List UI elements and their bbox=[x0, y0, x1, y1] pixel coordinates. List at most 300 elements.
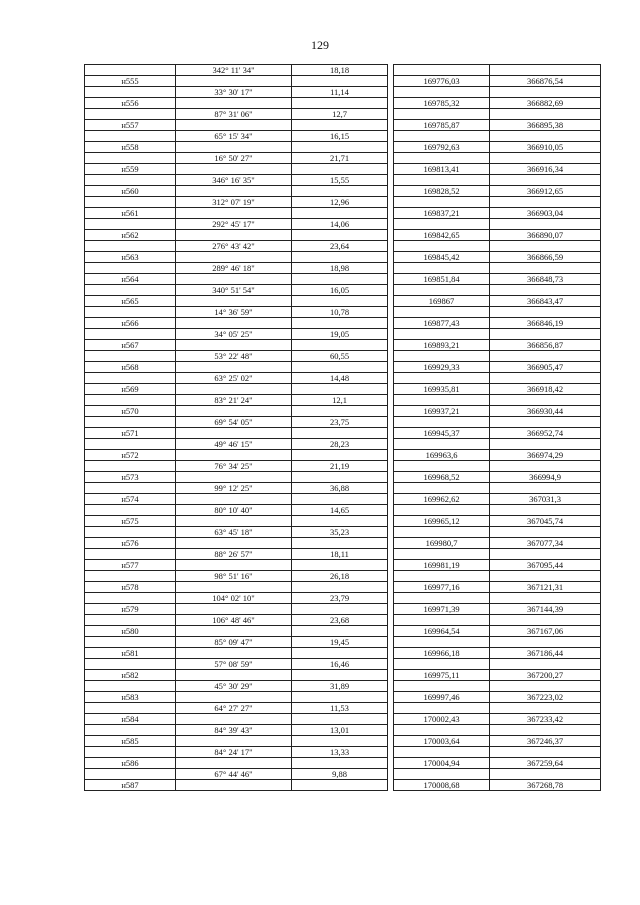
y-coordinate-cell: 367121,31 bbox=[490, 582, 601, 593]
y-coordinate-empty-cell bbox=[490, 175, 601, 186]
point-row bbox=[85, 340, 601, 351]
y-coordinate-cell: 366994,9 bbox=[490, 472, 601, 483]
x-coordinate-empty-cell bbox=[394, 527, 490, 538]
point-name-cell: н581 bbox=[85, 648, 176, 659]
distance-empty-cell bbox=[292, 736, 388, 747]
point-row bbox=[85, 582, 601, 593]
point-name-empty-cell bbox=[85, 417, 176, 428]
y-coordinate-cell: 366952,74 bbox=[490, 428, 601, 439]
point-name-cell: н565 bbox=[85, 296, 176, 307]
distance-empty-cell bbox=[292, 120, 388, 131]
segment-row bbox=[85, 373, 601, 384]
point-row bbox=[85, 318, 601, 329]
x-coordinate-cell: 169845,42 bbox=[394, 252, 490, 263]
direction-angle-empty-cell bbox=[176, 582, 292, 593]
point-name-empty-cell bbox=[85, 659, 176, 670]
point-name-empty-cell bbox=[85, 65, 176, 76]
y-coordinate-empty-cell bbox=[490, 307, 601, 318]
point-row bbox=[85, 758, 601, 769]
point-name-cell: н577 bbox=[85, 560, 176, 571]
direction-angle-cell: 312° 07' 19" bbox=[176, 197, 292, 208]
y-coordinate-empty-cell bbox=[490, 593, 601, 604]
point-name-empty-cell bbox=[85, 461, 176, 472]
y-coordinate-cell: 367077,34 bbox=[490, 538, 601, 549]
point-name-empty-cell bbox=[85, 747, 176, 758]
point-name-cell: н584 bbox=[85, 714, 176, 725]
x-coordinate-cell: 169935,81 bbox=[394, 384, 490, 395]
x-coordinate-empty-cell bbox=[394, 153, 490, 164]
point-row bbox=[85, 296, 601, 307]
point-name-empty-cell bbox=[85, 527, 176, 538]
distance-cell: 23,79 bbox=[292, 593, 388, 604]
direction-angle-cell: 346° 16' 35" bbox=[176, 175, 292, 186]
direction-angle-empty-cell bbox=[176, 296, 292, 307]
x-coordinate-cell: 169828,52 bbox=[394, 186, 490, 197]
x-coordinate-empty-cell bbox=[394, 417, 490, 428]
point-row bbox=[85, 604, 601, 615]
point-name-cell: н563 bbox=[85, 252, 176, 263]
point-name-cell: н578 bbox=[85, 582, 176, 593]
direction-angle-empty-cell bbox=[176, 604, 292, 615]
y-coordinate-empty-cell bbox=[490, 505, 601, 516]
point-row bbox=[85, 780, 601, 791]
distance-empty-cell bbox=[292, 186, 388, 197]
x-coordinate-empty-cell bbox=[394, 285, 490, 296]
distance-empty-cell bbox=[292, 714, 388, 725]
point-name-cell: н587 bbox=[85, 780, 176, 791]
distance-empty-cell bbox=[292, 604, 388, 615]
y-coordinate-empty-cell bbox=[490, 395, 601, 406]
segment-row bbox=[85, 175, 601, 186]
point-row bbox=[85, 186, 601, 197]
y-coordinate-empty-cell bbox=[490, 483, 601, 494]
y-coordinate-cell: 366876,54 bbox=[490, 76, 601, 87]
distance-empty-cell bbox=[292, 560, 388, 571]
point-name-cell: н585 bbox=[85, 736, 176, 747]
direction-angle-cell: 292° 45' 17" bbox=[176, 219, 292, 230]
distance-empty-cell bbox=[292, 472, 388, 483]
direction-angle-cell: 67° 44' 46" bbox=[176, 769, 292, 780]
segment-row bbox=[85, 307, 601, 318]
direction-angle-empty-cell bbox=[176, 362, 292, 373]
distance-empty-cell bbox=[292, 516, 388, 527]
x-coordinate-cell: 169877,43 bbox=[394, 318, 490, 329]
direction-angle-empty-cell bbox=[176, 494, 292, 505]
point-name-cell: н572 bbox=[85, 450, 176, 461]
direction-angle-empty-cell bbox=[176, 76, 292, 87]
distance-cell: 19,45 bbox=[292, 637, 388, 648]
y-coordinate-cell: 366905,47 bbox=[490, 362, 601, 373]
distance-cell: 18,11 bbox=[292, 549, 388, 560]
x-coordinate-cell: 169792,63 bbox=[394, 142, 490, 153]
distance-cell: 14,06 bbox=[292, 219, 388, 230]
point-name-empty-cell bbox=[85, 241, 176, 252]
segment-row bbox=[85, 219, 601, 230]
segment-row bbox=[85, 109, 601, 120]
y-coordinate-empty-cell bbox=[490, 417, 601, 428]
direction-angle-cell: 64° 27' 27" bbox=[176, 703, 292, 714]
x-coordinate-cell: 169893,21 bbox=[394, 340, 490, 351]
direction-angle-cell: 14° 36' 59" bbox=[176, 307, 292, 318]
distance-empty-cell bbox=[292, 758, 388, 769]
point-name-empty-cell bbox=[85, 439, 176, 450]
x-coordinate-cell: 169975,11 bbox=[394, 670, 490, 681]
direction-angle-empty-cell bbox=[176, 186, 292, 197]
direction-angle-cell: 99° 12' 25" bbox=[176, 483, 292, 494]
point-name-empty-cell bbox=[85, 681, 176, 692]
x-coordinate-empty-cell bbox=[394, 263, 490, 274]
direction-angle-cell: 57° 08' 59" bbox=[176, 659, 292, 670]
point-row bbox=[85, 142, 601, 153]
x-coordinate-empty-cell bbox=[394, 461, 490, 472]
distance-empty-cell bbox=[292, 450, 388, 461]
point-name-empty-cell bbox=[85, 769, 176, 780]
x-coordinate-empty-cell bbox=[394, 307, 490, 318]
segment-row bbox=[85, 659, 601, 670]
x-coordinate-cell: 169929,33 bbox=[394, 362, 490, 373]
direction-angle-cell: 83° 21' 24" bbox=[176, 395, 292, 406]
direction-angle-empty-cell bbox=[176, 142, 292, 153]
distance-cell: 13,01 bbox=[292, 725, 388, 736]
distance-empty-cell bbox=[292, 538, 388, 549]
distance-cell: 31,89 bbox=[292, 681, 388, 692]
point-name-cell: н559 bbox=[85, 164, 176, 175]
distance-empty-cell bbox=[292, 582, 388, 593]
x-coordinate-empty-cell bbox=[394, 351, 490, 362]
distance-empty-cell bbox=[292, 340, 388, 351]
distance-empty-cell bbox=[292, 318, 388, 329]
segment-row bbox=[85, 593, 601, 604]
distance-cell: 23,64 bbox=[292, 241, 388, 252]
y-coordinate-cell: 367045,74 bbox=[490, 516, 601, 527]
point-row bbox=[85, 670, 601, 681]
direction-angle-empty-cell bbox=[176, 318, 292, 329]
distance-cell: 13,33 bbox=[292, 747, 388, 758]
distance-cell: 23,68 bbox=[292, 615, 388, 626]
distance-empty-cell bbox=[292, 626, 388, 637]
y-coordinate-cell: 367031,3 bbox=[490, 494, 601, 505]
x-coordinate-empty-cell bbox=[394, 395, 490, 406]
y-coordinate-cell: 367186,44 bbox=[490, 648, 601, 659]
y-coordinate-cell: 366912,65 bbox=[490, 186, 601, 197]
direction-angle-empty-cell bbox=[176, 648, 292, 659]
x-coordinate-cell: 169785,32 bbox=[394, 98, 490, 109]
y-coordinate-empty-cell bbox=[490, 725, 601, 736]
direction-angle-empty-cell bbox=[176, 428, 292, 439]
point-row bbox=[85, 406, 601, 417]
segment-row bbox=[85, 263, 601, 274]
distance-empty-cell bbox=[292, 428, 388, 439]
direction-angle-empty-cell bbox=[176, 208, 292, 219]
direction-angle-empty-cell bbox=[176, 340, 292, 351]
x-coordinate-empty-cell bbox=[394, 659, 490, 670]
distance-cell: 16,46 bbox=[292, 659, 388, 670]
x-coordinate-cell: 169837,21 bbox=[394, 208, 490, 219]
point-name-empty-cell bbox=[85, 153, 176, 164]
point-name-empty-cell bbox=[85, 263, 176, 274]
point-name-empty-cell bbox=[85, 351, 176, 362]
direction-angle-cell: 69° 54' 05" bbox=[176, 417, 292, 428]
y-coordinate-empty-cell bbox=[490, 329, 601, 340]
distance-cell: 28,23 bbox=[292, 439, 388, 450]
point-name-empty-cell bbox=[85, 87, 176, 98]
distance-cell: 12,1 bbox=[292, 395, 388, 406]
x-coordinate-empty-cell bbox=[394, 109, 490, 120]
segment-row bbox=[85, 197, 601, 208]
segment-row bbox=[85, 747, 601, 758]
distance-empty-cell bbox=[292, 296, 388, 307]
point-row bbox=[85, 384, 601, 395]
y-coordinate-empty-cell bbox=[490, 703, 601, 714]
direction-angle-cell: 65° 15' 34" bbox=[176, 131, 292, 142]
direction-angle-cell: 104° 02' 10" bbox=[176, 593, 292, 604]
point-name-cell: н567 bbox=[85, 340, 176, 351]
y-coordinate-cell: 367144,39 bbox=[490, 604, 601, 615]
point-name-empty-cell bbox=[85, 593, 176, 604]
point-row bbox=[85, 274, 601, 285]
y-coordinate-empty-cell bbox=[490, 153, 601, 164]
x-coordinate-cell: 169842,65 bbox=[394, 230, 490, 241]
direction-angle-cell: 53° 22' 48" bbox=[176, 351, 292, 362]
x-coordinate-cell: 170008,68 bbox=[394, 780, 490, 791]
direction-angle-cell: 16° 50' 27" bbox=[176, 153, 292, 164]
direction-angle-cell: 84° 24' 17" bbox=[176, 747, 292, 758]
segment-row bbox=[85, 549, 601, 560]
point-row bbox=[85, 538, 601, 549]
distance-cell: 16,15 bbox=[292, 131, 388, 142]
direction-angle-cell: 80° 10' 40" bbox=[176, 505, 292, 516]
x-coordinate-empty-cell bbox=[394, 571, 490, 582]
point-row bbox=[85, 450, 601, 461]
point-name-cell: н560 bbox=[85, 186, 176, 197]
point-name-empty-cell bbox=[85, 571, 176, 582]
direction-angle-cell: 342° 11' 34" bbox=[176, 65, 292, 76]
point-name-cell: н557 bbox=[85, 120, 176, 131]
distance-cell: 15,55 bbox=[292, 175, 388, 186]
y-coordinate-empty-cell bbox=[490, 571, 601, 582]
direction-angle-cell: 33° 30' 17" bbox=[176, 87, 292, 98]
point-name-empty-cell bbox=[85, 307, 176, 318]
y-coordinate-empty-cell bbox=[490, 241, 601, 252]
direction-angle-empty-cell bbox=[176, 560, 292, 571]
distance-empty-cell bbox=[292, 384, 388, 395]
x-coordinate-empty-cell bbox=[394, 65, 490, 76]
distance-cell: 23,75 bbox=[292, 417, 388, 428]
x-coordinate-empty-cell bbox=[394, 593, 490, 604]
distance-empty-cell bbox=[292, 164, 388, 175]
point-name-cell: н568 bbox=[85, 362, 176, 373]
x-coordinate-empty-cell bbox=[394, 549, 490, 560]
direction-angle-empty-cell bbox=[176, 384, 292, 395]
x-coordinate-cell: 169813,41 bbox=[394, 164, 490, 175]
point-row bbox=[85, 692, 601, 703]
segment-row bbox=[85, 681, 601, 692]
x-coordinate-cell: 169785,87 bbox=[394, 120, 490, 131]
segment-row bbox=[85, 615, 601, 626]
segment-row bbox=[85, 351, 601, 362]
point-name-empty-cell bbox=[85, 703, 176, 714]
point-name-cell: н558 bbox=[85, 142, 176, 153]
direction-angle-empty-cell bbox=[176, 252, 292, 263]
x-coordinate-cell: 169980,7 bbox=[394, 538, 490, 549]
point-name-cell: н583 bbox=[85, 692, 176, 703]
y-coordinate-empty-cell bbox=[490, 439, 601, 450]
x-coordinate-empty-cell bbox=[394, 175, 490, 186]
distance-empty-cell bbox=[292, 208, 388, 219]
point-row bbox=[85, 164, 601, 175]
direction-angle-empty-cell bbox=[176, 406, 292, 417]
point-name-cell: н586 bbox=[85, 758, 176, 769]
direction-angle-cell: 85° 09' 47" bbox=[176, 637, 292, 648]
y-coordinate-cell: 367095,44 bbox=[490, 560, 601, 571]
y-coordinate-cell: 366930,44 bbox=[490, 406, 601, 417]
point-name-cell: н573 bbox=[85, 472, 176, 483]
point-name-empty-cell bbox=[85, 483, 176, 494]
distance-cell: 36,88 bbox=[292, 483, 388, 494]
direction-angle-empty-cell bbox=[176, 516, 292, 527]
point-row bbox=[85, 714, 601, 725]
x-coordinate-empty-cell bbox=[394, 681, 490, 692]
direction-angle-cell: 49° 46' 15" bbox=[176, 439, 292, 450]
distance-cell: 12,7 bbox=[292, 109, 388, 120]
direction-angle-empty-cell bbox=[176, 758, 292, 769]
point-row bbox=[85, 230, 601, 241]
y-coordinate-empty-cell bbox=[490, 65, 601, 76]
distance-cell: 14,65 bbox=[292, 505, 388, 516]
x-coordinate-empty-cell bbox=[394, 439, 490, 450]
y-coordinate-cell: 366974,29 bbox=[490, 450, 601, 461]
distance-cell: 19,05 bbox=[292, 329, 388, 340]
direction-angle-empty-cell bbox=[176, 450, 292, 461]
x-coordinate-empty-cell bbox=[394, 219, 490, 230]
y-coordinate-empty-cell bbox=[490, 285, 601, 296]
direction-angle-empty-cell bbox=[176, 120, 292, 131]
point-row bbox=[85, 494, 601, 505]
y-coordinate-empty-cell bbox=[490, 219, 601, 230]
x-coordinate-cell: 170004,94 bbox=[394, 758, 490, 769]
distance-cell: 11,53 bbox=[292, 703, 388, 714]
x-coordinate-empty-cell bbox=[394, 725, 490, 736]
x-coordinate-empty-cell bbox=[394, 769, 490, 780]
point-name-empty-cell bbox=[85, 615, 176, 626]
y-coordinate-empty-cell bbox=[490, 461, 601, 472]
y-coordinate-cell: 366918,42 bbox=[490, 384, 601, 395]
distance-cell: 26,18 bbox=[292, 571, 388, 582]
point-name-empty-cell bbox=[85, 549, 176, 560]
y-coordinate-empty-cell bbox=[490, 527, 601, 538]
point-row bbox=[85, 560, 601, 571]
y-coordinate-empty-cell bbox=[490, 769, 601, 780]
distance-empty-cell bbox=[292, 692, 388, 703]
segment-row bbox=[85, 483, 601, 494]
segment-row bbox=[85, 527, 601, 538]
y-coordinate-cell: 366846,19 bbox=[490, 318, 601, 329]
point-row bbox=[85, 98, 601, 109]
segment-row bbox=[85, 571, 601, 582]
direction-angle-cell: 340° 51' 54" bbox=[176, 285, 292, 296]
x-coordinate-empty-cell bbox=[394, 87, 490, 98]
segment-row bbox=[85, 637, 601, 648]
distance-cell: 21,71 bbox=[292, 153, 388, 164]
direction-angle-cell: 106° 48' 46" bbox=[176, 615, 292, 626]
y-coordinate-cell: 367233,42 bbox=[490, 714, 601, 725]
point-name-cell: н566 bbox=[85, 318, 176, 329]
segment-row bbox=[85, 87, 601, 98]
y-coordinate-cell: 366848,73 bbox=[490, 274, 601, 285]
point-name-cell: н576 bbox=[85, 538, 176, 549]
direction-angle-empty-cell bbox=[176, 230, 292, 241]
point-name-cell: н570 bbox=[85, 406, 176, 417]
point-name-empty-cell bbox=[85, 329, 176, 340]
distance-cell: 18,98 bbox=[292, 263, 388, 274]
page-number: 129 bbox=[311, 38, 329, 52]
y-coordinate-empty-cell bbox=[490, 373, 601, 384]
x-coordinate-empty-cell bbox=[394, 131, 490, 142]
distance-empty-cell bbox=[292, 494, 388, 505]
distance-cell: 12,96 bbox=[292, 197, 388, 208]
x-coordinate-cell: 169977,16 bbox=[394, 582, 490, 593]
y-coordinate-cell: 366843,47 bbox=[490, 296, 601, 307]
x-coordinate-cell: 169851,84 bbox=[394, 274, 490, 285]
x-coordinate-cell: 169997,46 bbox=[394, 692, 490, 703]
x-coordinate-cell: 169971,39 bbox=[394, 604, 490, 615]
point-row bbox=[85, 736, 601, 747]
y-coordinate-cell: 366916,34 bbox=[490, 164, 601, 175]
distance-cell: 60,55 bbox=[292, 351, 388, 362]
point-row bbox=[85, 648, 601, 659]
distance-empty-cell bbox=[292, 252, 388, 263]
segment-row bbox=[85, 505, 601, 516]
direction-angle-cell: 88° 26' 57" bbox=[176, 549, 292, 560]
point-name-empty-cell bbox=[85, 505, 176, 516]
direction-angle-empty-cell bbox=[176, 692, 292, 703]
segment-row bbox=[85, 329, 601, 340]
point-row bbox=[85, 252, 601, 263]
point-name-cell: н564 bbox=[85, 274, 176, 285]
y-coordinate-cell: 366882,69 bbox=[490, 98, 601, 109]
y-coordinate-cell: 367268,78 bbox=[490, 780, 601, 791]
y-coordinate-empty-cell bbox=[490, 131, 601, 142]
x-coordinate-cell: 170003,64 bbox=[394, 736, 490, 747]
point-name-cell: н569 bbox=[85, 384, 176, 395]
x-coordinate-empty-cell bbox=[394, 747, 490, 758]
direction-angle-empty-cell bbox=[176, 714, 292, 725]
segment-row bbox=[85, 461, 601, 472]
x-coordinate-cell: 169776,03 bbox=[394, 76, 490, 87]
direction-angle-cell: 45° 30' 29" bbox=[176, 681, 292, 692]
y-coordinate-empty-cell bbox=[490, 747, 601, 758]
point-name-empty-cell bbox=[85, 395, 176, 406]
direction-angle-empty-cell bbox=[176, 736, 292, 747]
y-coordinate-cell: 366890,07 bbox=[490, 230, 601, 241]
distance-cell: 18,18 bbox=[292, 65, 388, 76]
point-name-cell: н574 bbox=[85, 494, 176, 505]
segment-row bbox=[85, 241, 601, 252]
x-coordinate-empty-cell bbox=[394, 637, 490, 648]
direction-angle-empty-cell bbox=[176, 780, 292, 791]
distance-empty-cell bbox=[292, 98, 388, 109]
point-row bbox=[85, 516, 601, 527]
point-row bbox=[85, 472, 601, 483]
point-name-empty-cell bbox=[85, 197, 176, 208]
segment-row bbox=[85, 153, 601, 164]
point-name-cell: н556 bbox=[85, 98, 176, 109]
x-coordinate-cell: 169937,21 bbox=[394, 406, 490, 417]
segment-row bbox=[85, 703, 601, 714]
y-coordinate-empty-cell bbox=[490, 197, 601, 208]
direction-angle-cell: 63° 45' 18" bbox=[176, 527, 292, 538]
direction-angle-empty-cell bbox=[176, 472, 292, 483]
